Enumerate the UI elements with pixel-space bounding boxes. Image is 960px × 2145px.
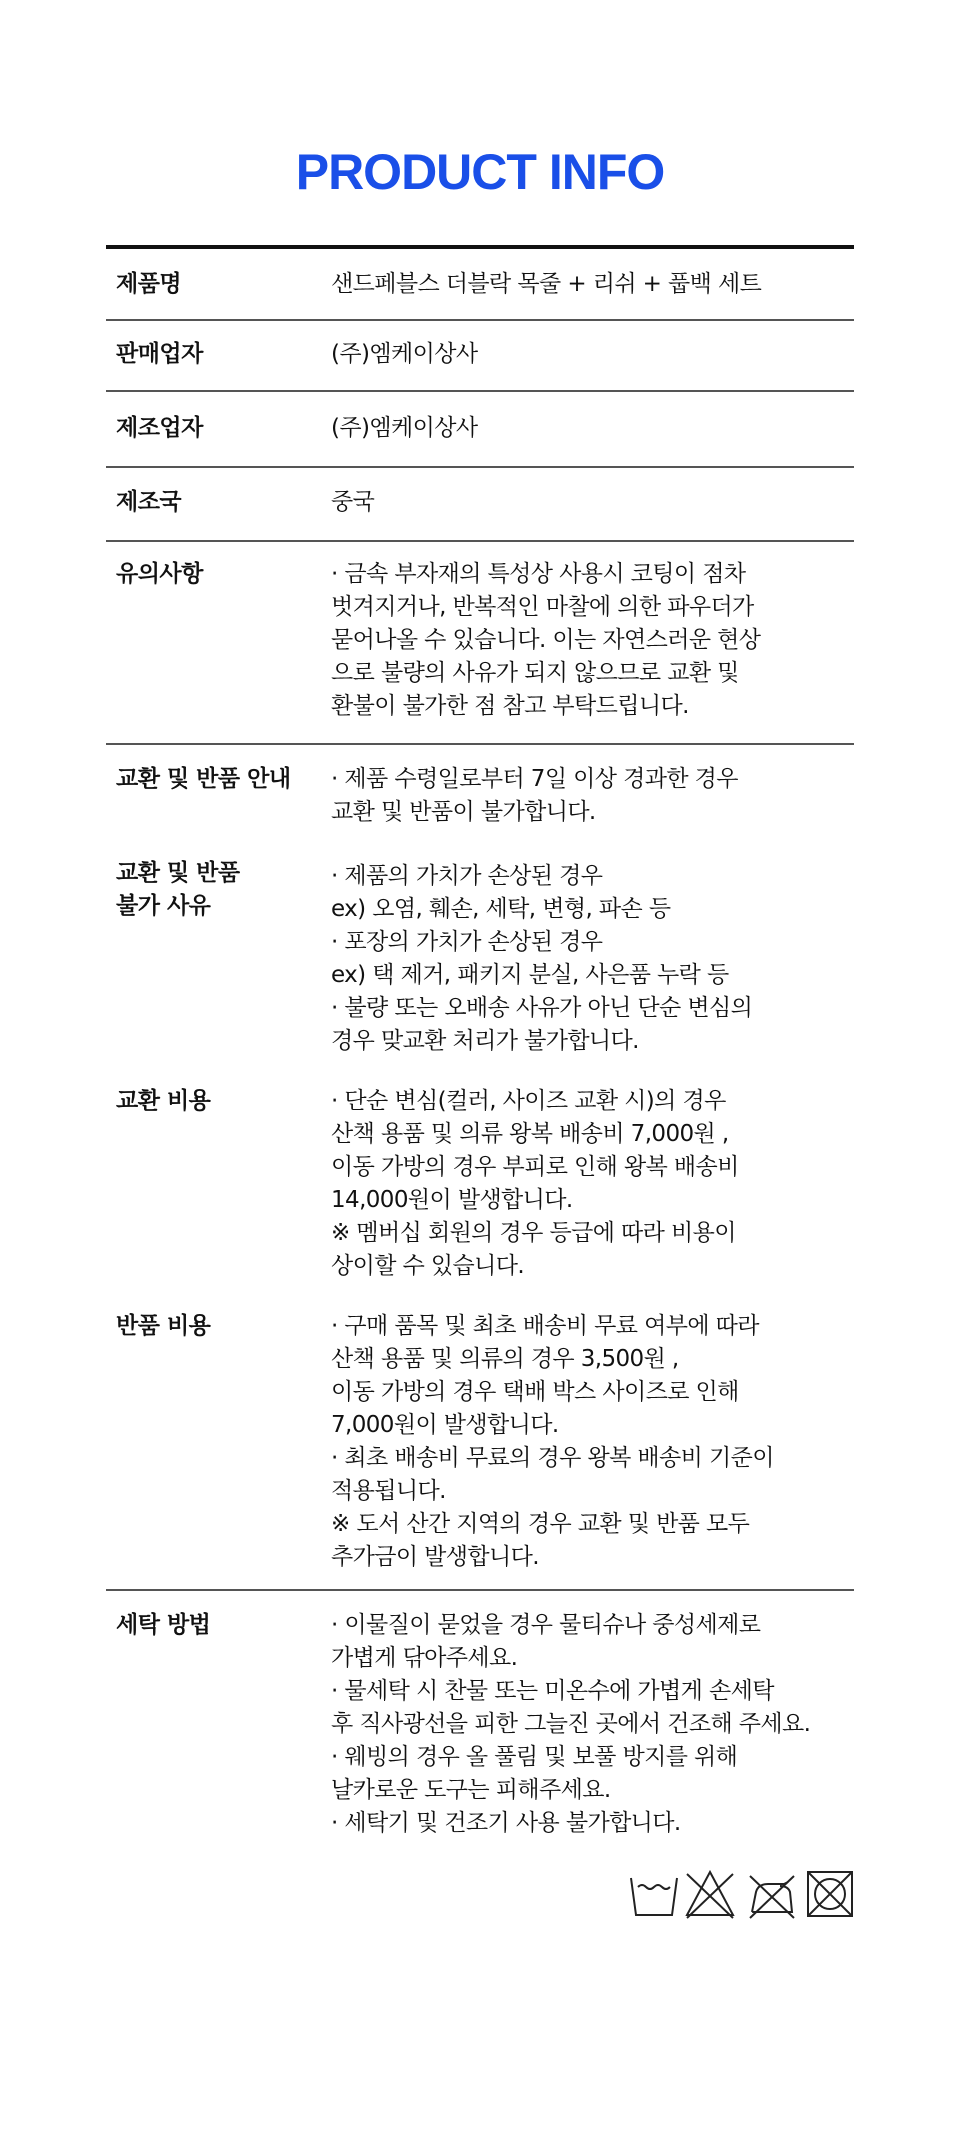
- row-value-return-cost: · 구매 품목 및 최초 배송비 무료 여부에 따라 산책 용품 및 의류의 경우 3,500원 , 이동 가방의 경우 택배 박스 사이즈로 인해 7,000원이 발생합니다. · 최초 배송비 무료의 경우 왕복 배송비 기준이 적용됩니다. ※ 도서 산간 지역의 경우 교환 및 반품 모두 추가금이 발생합니다.: [331, 1313, 774, 1570]
- do-not-tumble-dry-icon: [804, 1868, 856, 1920]
- care-symbols: [628, 1868, 856, 1924]
- row-value-exchange-guide: · 제품 수령일로부터 7일 이상 경과한 경우 교환 및 반품이 불가합니다.: [331, 766, 738, 825]
- row-label-exchange-guide: 교환 및 반품 안내: [116, 766, 291, 792]
- row-divider: [106, 540, 854, 542]
- do-not-iron-icon: [746, 1868, 798, 1920]
- row-value-caution: · 금속 부자재의 특성상 사용시 코팅이 점차 벗겨지거나, 반복적인 마찰에 의한 파우더가 묻어나올 수 있습니다. 이는 자연스러운 현상 으로 불량의 사유가 되지 않으므로 교환 및 환불이 불가한 점 참고 부탁드립니다.: [331, 561, 761, 719]
- row-value-washing: · 이물질이 묻었을 경우 물티슈나 중성세제로 가볍게 닦아주세요. · 물세탁 시 찬물 또는 미온수에 가볍게 손세탁 후 직사광선을 피한 그늘진 곳에서 건조해 주세요. · 웨빙의 경우 올 풀림 및 보풀 방지를 위해 날카로운 도구는 피해주세요. · 세탁기 및 건조기 사용 불가합니다.: [331, 1612, 811, 1836]
- row-divider: [106, 466, 854, 468]
- row-label-product-name: 제품명: [116, 271, 182, 297]
- row-label-manufacturer: 제조업자: [116, 415, 203, 441]
- row-label-exchange-cost: 교환 비용: [116, 1088, 211, 1114]
- row-divider: [106, 1589, 854, 1591]
- row-divider: [106, 743, 854, 745]
- do-not-bleach-icon: [684, 1868, 736, 1920]
- row-divider: [106, 319, 854, 321]
- row-value-seller: (주)엠케이상사: [331, 341, 478, 367]
- row-value-exchange-cost: · 단순 변심(컬러, 사이즈 교환 시)의 경우 산책 용품 및 의류 왕복 배송비 7,000원 , 이동 가방의 경우 부피로 인해 왕복 배송비 14,000원이 발생합니다. ※ 멤버십 회원의 경우 등급에 따라 비용이 상이할 수 있습니다.: [331, 1088, 739, 1279]
- row-label-seller: 판매업자: [116, 341, 203, 367]
- row-label-washing: 세탁 방법: [116, 1612, 211, 1638]
- hand-wash-icon: [628, 1868, 680, 1920]
- row-label-return-cost: 반품 비용: [116, 1313, 211, 1339]
- row-value-product-name: 샌드페블스 더블락 목줄 + 리쉬 + 풉백 세트: [331, 271, 762, 297]
- row-label-caution: 유의사항: [116, 561, 203, 587]
- row-divider: [106, 390, 854, 392]
- row-label-origin: 제조국: [116, 489, 182, 515]
- row-value-manufacturer: (주)엠케이상사: [331, 415, 478, 441]
- page-title: PRODUCT INFO: [295, 144, 665, 200]
- row-value-origin: 중국: [331, 489, 375, 515]
- row-label-exchange-not-allowed: 교환 및 반품 불가 사유: [116, 860, 240, 919]
- table-top-border: [106, 245, 854, 249]
- row-value-exchange-not-allowed: · 제품의 가치가 손상된 경우 ex) 오염, 훼손, 세탁, 변형, 파손 등 · 포장의 가치가 손상된 경우 ex) 택 제거, 패키지 분실, 사은품 누락 등 · 불량 또는 오배송 사유가 아닌 단순 변심의 경우 맞교환 처리가 불가합니다.: [331, 863, 753, 1054]
